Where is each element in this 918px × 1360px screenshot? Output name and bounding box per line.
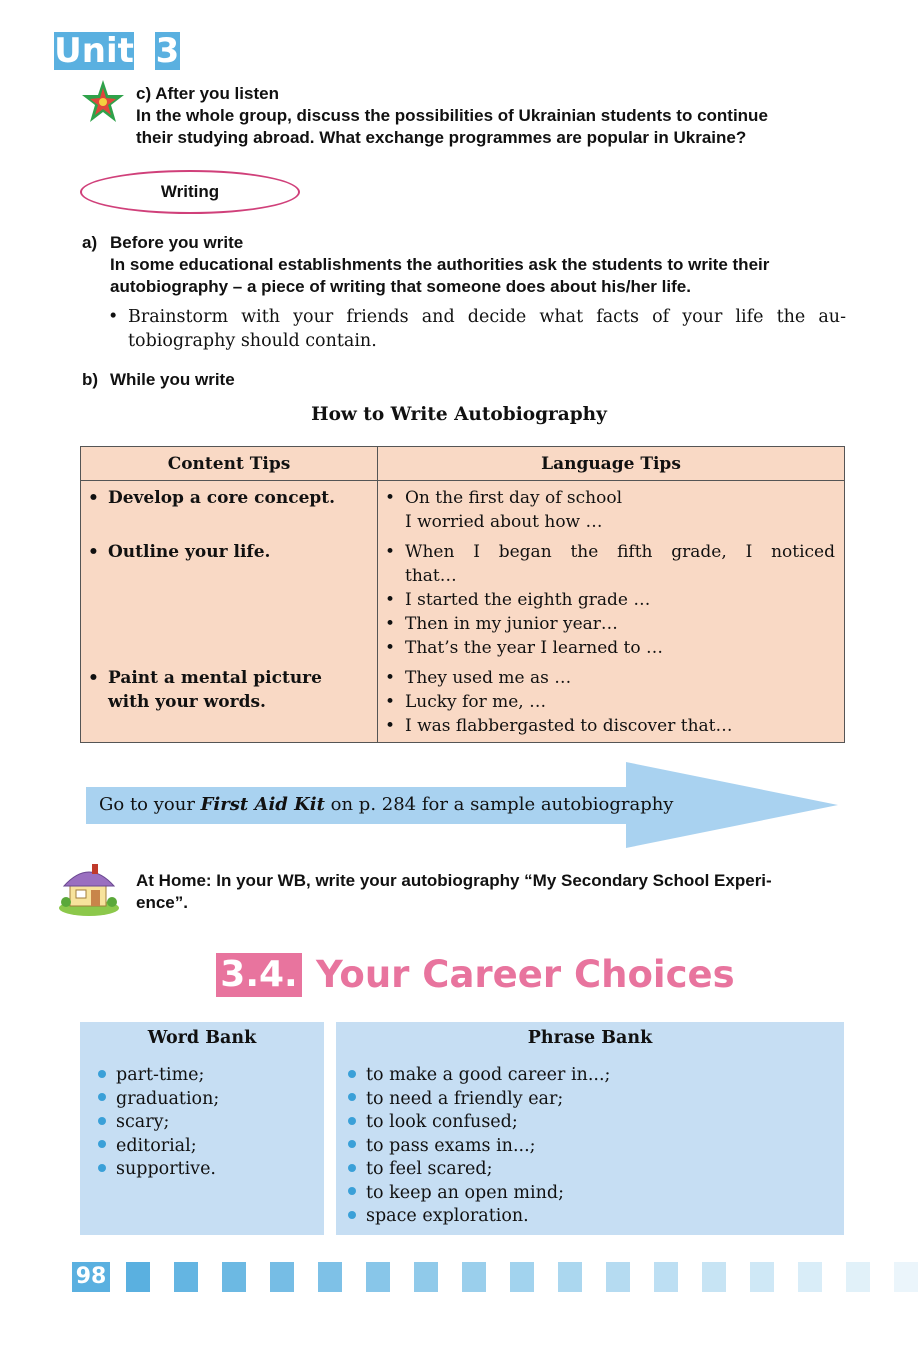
phrase-bank-item: to need a friendly ear; [348,1088,563,1112]
language-tip-bullet: • [385,614,396,634]
arrow-text-after: on p. 284 for a sample autobiography [324,794,674,815]
footer-square [414,1262,438,1292]
phrase-bank-item: to feel scared; [348,1158,493,1182]
language-tip-8: I was flabbergasted to discover that… [405,716,733,736]
phrase-bank-item: to keep an open mind; [348,1182,564,1206]
table-title: How to Write Autobiography [311,404,607,425]
star-icon [80,78,126,128]
before-write-line-2: autobiography – a piece of writing that someone does about his/her life. [110,277,691,296]
content-tip-3-line-2: with your words. [108,692,266,712]
word-bank-item: supportive. [98,1158,216,1182]
language-tip-1-line-1: On the first day of school [405,488,623,508]
brainstorm-line-2: tobiography should contain. [128,331,377,351]
phrase-bank [336,1022,844,1235]
language-tip-bullet: • [385,638,396,658]
footer-square [222,1262,246,1292]
after-listen-title: c) After you listen [136,84,279,103]
after-listen-line-2: their studying abroad. What exchange programmes are popular in Ukraine? [136,128,747,147]
word-bank-title: Word Bank [147,1028,257,1048]
first-aid-kit-link[interactable]: First Aid Kit [200,794,325,815]
phrase-bank-item: to pass exams in...; [348,1135,536,1159]
footer-square [702,1262,726,1292]
footer-square [558,1262,582,1292]
footer-square [126,1262,150,1292]
language-tip-bullet: • [385,692,396,712]
while-write-marker: b) [82,370,99,389]
footer-square [510,1262,534,1292]
language-tip-1-line-2: I worried about how … [405,512,603,532]
language-tip-6: They used me as … [405,668,572,688]
language-tip-3: I started the eighth grade … [405,590,651,610]
footer-square [654,1262,678,1292]
after-listen-line-1: In the whole group, discuss the possibilities of Ukrainian students to continue [136,106,768,125]
phrase-bank-title: Phrase Bank [527,1028,653,1048]
language-tip-bullet: • [385,668,396,688]
home-line-1: At Home: In your WB, write your autobiography “My Secondary School Experi- [136,871,772,890]
language-tip-bullet: • [385,716,396,736]
phrase-bank-item: to look confused; [348,1111,518,1135]
phrase-bank-item: to make a good career in...; [348,1064,610,1088]
word-bank-item: editorial; [98,1135,197,1159]
arrow-text [99,793,673,817]
footer-square [606,1262,630,1292]
word-bank [80,1022,324,1235]
writing-label: Writing [80,170,300,214]
language-tip-bullet: • [385,590,396,610]
page-number: 98 [72,1262,110,1292]
word-bank-item: scary; [98,1111,169,1135]
before-write-title: Before you write [110,233,244,252]
content-tip-1: Develop a core concept. [108,488,336,508]
footer-square [798,1262,822,1292]
while-write-title: While you write [110,370,235,389]
footer-square [750,1262,774,1292]
before-write-marker: a) [82,233,98,252]
unit-label: Unit [54,31,134,71]
language-tip-5: That’s the year I learned to … [405,638,664,658]
language-tip-2-line-1: When I began the fifth grade, I noticed [405,542,835,562]
footer-square [174,1262,198,1292]
home-line-2: ence”. [136,893,188,912]
before-write-line-1: In some educational establishments the authorities ask the students to write their [110,255,770,274]
content-tip-2: Outline your life. [108,542,271,562]
content-tip-3-bullet: • [88,668,99,688]
language-tip-bullet: • [385,488,396,508]
bullet-dot: • [108,307,119,327]
unit-number: 3 [155,31,180,71]
language-tip-2-line-2: that… [405,566,457,586]
arrow-text-before: Go to your [99,794,201,815]
content-tip-3-line-1: Paint a mental picture [108,668,322,688]
footer-square [366,1262,390,1292]
language-tip-7: Lucky for me, … [405,692,547,712]
content-tips-header: Content Tips [81,447,378,481]
language-tip-4: Then in my junior year… [405,614,618,634]
section-number: 3.4. [216,953,302,997]
footer-square [846,1262,870,1292]
language-tips-header: Language Tips [378,447,845,481]
content-tip-1-bullet: • [88,488,99,508]
section-title: Your Career Choices [316,953,735,996]
word-bank-item: part-time; [98,1064,204,1088]
footer-square [894,1262,918,1292]
content-tip-2-bullet: • [88,542,99,562]
footer-square [318,1262,342,1292]
house-icon [56,858,122,918]
brainstorm-line-1: Brainstorm with your friends and decide what facts of your life the au- [128,307,846,327]
footer-square [270,1262,294,1292]
phrase-bank-item: space exploration. [348,1205,529,1229]
word-bank-item: graduation; [98,1088,219,1112]
language-tip-bullet: • [385,542,396,562]
footer-square [462,1262,486,1292]
